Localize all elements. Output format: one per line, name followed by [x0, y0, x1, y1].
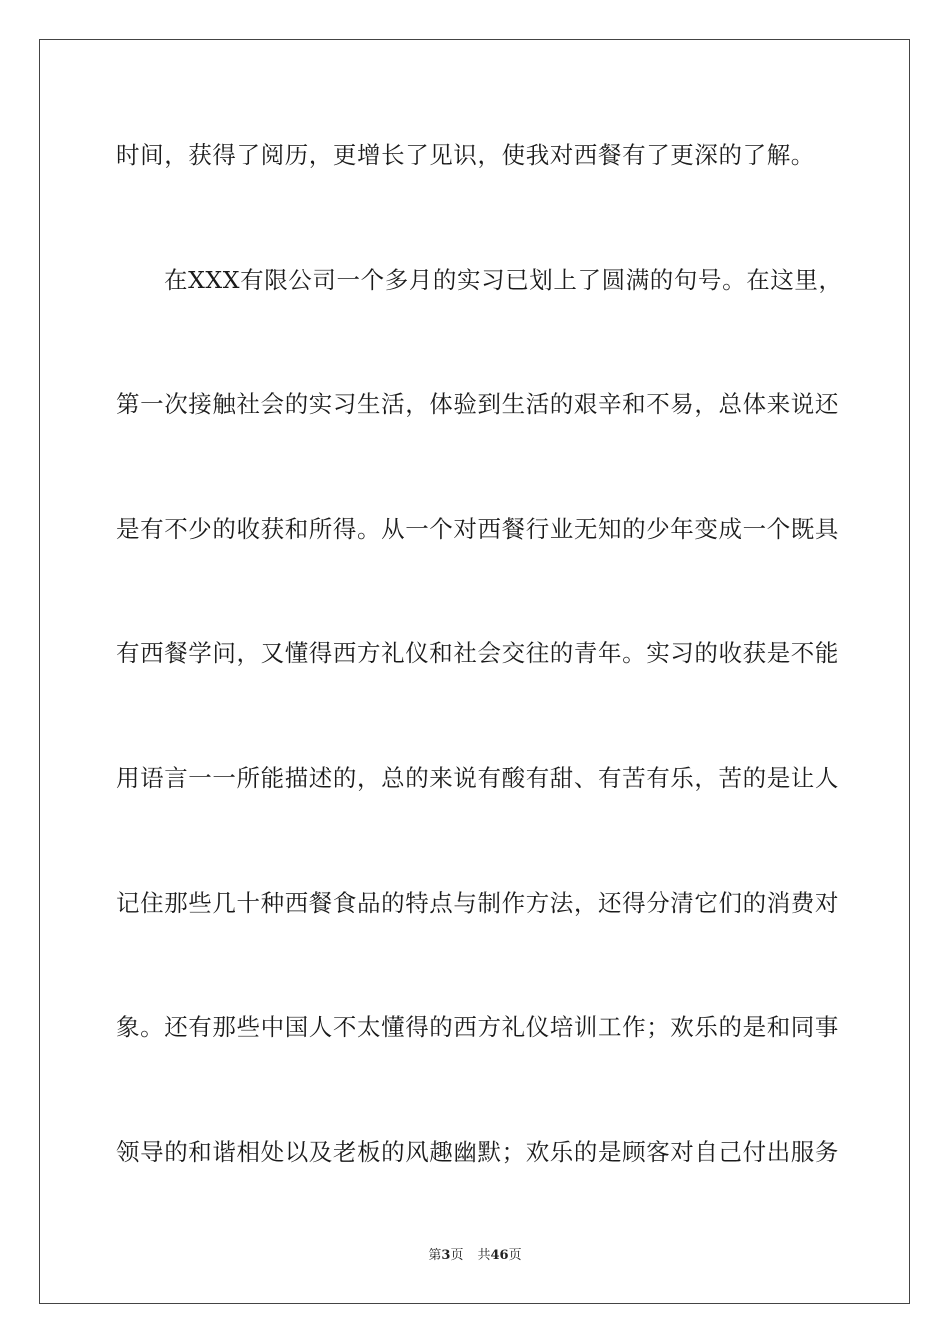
total-label-suffix: 页: [508, 1248, 522, 1263]
paragraph-line-6: 用语言一一所能描述的，总的来说有酸有甜、有苦有乐，苦的是让人: [116, 763, 839, 792]
paragraph-line-9: 领导的和谐相处以及老板的风趣幽默；欢乐的是顾客对自己付出服务: [116, 1137, 839, 1166]
page-label-suffix: 页: [450, 1248, 464, 1263]
total-page-count: 46: [490, 1248, 509, 1263]
paragraph-line-5: 有西餐学问，又懂得西方礼仪和社会交往的青年。实习的收获是不能: [116, 639, 839, 668]
page-footer: [0, 1246, 950, 1266]
paragraph-line-8: 象。还有那些中国人不太懂得的西方礼仪培训工作；欢乐的是和同事: [116, 1013, 839, 1042]
page-label-prefix: 第: [428, 1248, 442, 1263]
paragraph-line-4: 是有不少的收获和所得。从一个对西餐行业无知的少年变成一个既具: [116, 514, 839, 543]
paragraph-line-2: 在XXX有限公司一个多月的实习已划上了圆满的句号。在这里，: [164, 265, 843, 294]
paragraph-line-1: 时间，获得了阅历，更增长了见识，使我对西餐有了更深的了解。: [116, 141, 815, 169]
total-label-prefix: 共: [477, 1248, 491, 1263]
document-body: [116, 130, 843, 1251]
current-page-number: 3: [441, 1248, 451, 1263]
paragraph-line-3: 第一次接触社会的实习生活，体验到生活的艰辛和不易，总体来说还: [116, 390, 839, 419]
paragraph-line-7: 记住那些几十种西餐食品的特点与制作方法，还得分清它们的消费对: [116, 888, 839, 917]
